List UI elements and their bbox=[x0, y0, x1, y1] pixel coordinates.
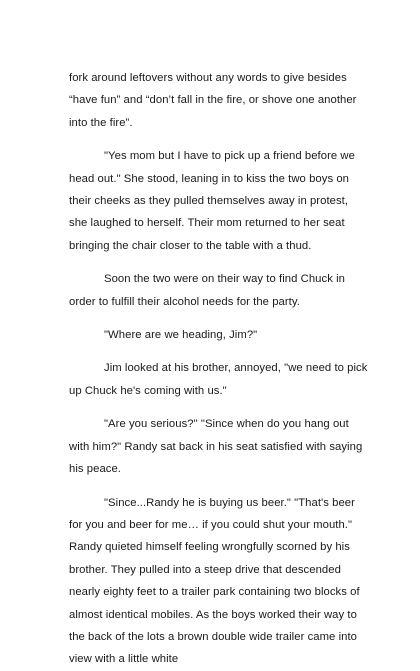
paragraph-4: "Where are we heading, Jim?" bbox=[104, 329, 258, 342]
body-text bbox=[69, 67, 369, 671]
paragraph-1: fork around leftovers without any words to give besides “have fun” and “don’t fall in the fire, or shove one another into the fire”. bbox=[69, 72, 357, 129]
paragraph-7: "Since...Randy he is buying us beer." "That's beer for you and beer for me… if you could shut your mouth." Randy quieted himself feeling wrongfully scorned by his brother. They pulled into a steep drive that descended nearly eighty feet to a trailer park containing two blocks of almost identical mobiles. As the boys worked their way to the back of the lots a brown double wide trailer came into view with a little white bbox=[69, 496, 360, 666]
paragraph-5: Jim looked at his brother, annoyed, "we need to pick up Chuck he's coming with us." bbox=[69, 362, 368, 397]
paragraph-3: Soon the two were on their way to find Chuck in order to fulfill their alcohol needs for the party. bbox=[69, 273, 345, 308]
paragraph-2: "Yes mom but I have to pick up a friend before we head out." She stood, leaning in to kiss the two boys on their cheeks as they pulled themselves away in protest, she laughed to herself. Their mom returned to her seat bringing the chair closer to the table with a thud. bbox=[69, 150, 355, 252]
paragraph-6: "Are you serious?" "Since when do you hang out with him?" Randy sat back in his seat satisfied with saying his peace. bbox=[69, 418, 363, 476]
